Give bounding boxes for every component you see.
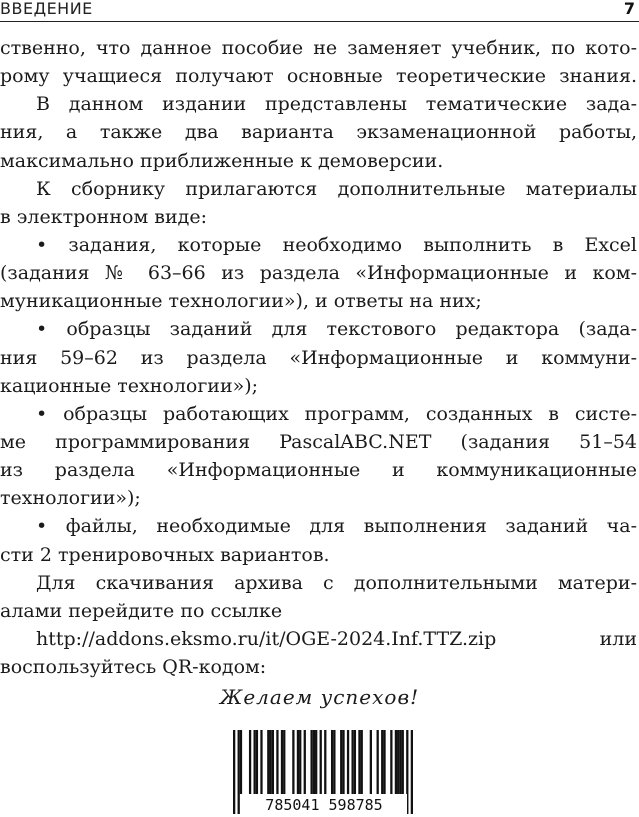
barcode-bar — [256, 730, 258, 794]
text-line: ния 59–62 из раздела «Информационные и коммуни- — [0, 346, 637, 369]
barcode-bar — [283, 730, 285, 794]
barcode-bar — [233, 730, 235, 814]
barcode-bar — [320, 730, 322, 794]
barcode-bar — [402, 730, 404, 794]
barcode-bar — [397, 730, 399, 794]
text-line: • образцы заданий для текстового редактора (зада- — [36, 318, 637, 341]
barcode-bar — [240, 730, 242, 794]
text-line: кационные технологии»); — [0, 374, 259, 397]
text-line: алами перейдите по ссылке — [0, 599, 283, 622]
barcode-bar — [315, 730, 317, 794]
closing-wish: Желаем успехов! — [219, 685, 420, 709]
barcode-bar — [383, 730, 385, 794]
section-title: ВВЕДЕНИЕ — [0, 0, 93, 18]
barcode-digits: 785041 598785 — [265, 796, 383, 814]
barcode-bar — [272, 730, 274, 794]
barcode-bar — [395, 730, 397, 794]
barcode-bar — [377, 730, 379, 794]
header-rule — [0, 21, 639, 22]
text-line: В данном издании представлены тематические зада- — [36, 93, 637, 116]
text-line: в электронном виде: — [0, 205, 207, 228]
barcode-bar — [249, 730, 251, 794]
barcode-bar — [399, 730, 401, 794]
barcode-bar — [361, 730, 363, 794]
barcode-bar — [310, 730, 312, 794]
text-line: технологии»); — [0, 487, 141, 510]
barcode-bar — [354, 730, 356, 794]
barcode-bar — [292, 730, 294, 794]
barcode-bar — [351, 730, 353, 794]
text-line: Для скачивания архива с дополнительными матери- — [36, 571, 637, 594]
barcode-bar — [269, 730, 271, 794]
text-line: • файлы, необходимые для выполнения заданий ча- — [36, 515, 637, 538]
barcode-bar — [324, 730, 326, 794]
text-line: К сборнику прилагаются дополнительные материалы — [36, 177, 637, 200]
text-line: сти 2 тренировочных вариантов. — [0, 543, 330, 566]
body-text — [0, 34, 637, 681]
text-line: ственно, что данное пособие не заменяет учебник, по кото- — [0, 37, 637, 59]
text-line: • образцы работающих программ, созданных в систе- — [36, 402, 637, 425]
text-line: муникационные технологии»), и ответы на них; — [0, 290, 482, 313]
barcode-bar — [254, 730, 256, 794]
barcode-bar — [347, 730, 349, 794]
barcode-bar — [304, 730, 306, 794]
barcode-bar — [299, 730, 301, 794]
text-line: максимально приближенные к демоверсии. — [0, 149, 444, 172]
barcode-bar — [238, 730, 240, 814]
barcode-bar — [276, 730, 278, 794]
barcode-bar — [313, 730, 315, 794]
text-line: из раздела «Информационные и коммуникационные — [0, 459, 637, 482]
text-line: ме программирования PascalABC.NET (задания 51–54 — [0, 430, 637, 453]
barcode-bar — [370, 730, 372, 794]
barcode-bar — [331, 730, 333, 794]
text-line: (задания № 63–66 из раздела «Информационные и ком- — [0, 262, 637, 285]
barcode-bar — [267, 730, 269, 794]
running-header — [0, 0, 639, 22]
barcode-bar — [381, 730, 383, 794]
text-line: • задания, которые необходимо выполнить в Excel — [36, 233, 637, 256]
barcode-image — [233, 730, 413, 814]
barcode-bar — [390, 730, 392, 794]
page-number: 7 — [623, 0, 635, 18]
text-line: http://addons.eksmo.ru/it/OGE-2024.Inf.TTZ.zip или — [36, 627, 637, 650]
barcode-bar — [411, 730, 413, 814]
barcode-bar — [358, 730, 360, 794]
text-line: рому учащиеся получают основные теоретические знания. — [0, 65, 637, 88]
barcode-bar — [260, 730, 262, 794]
barcode-bar — [297, 730, 299, 794]
barcode-bar — [281, 730, 283, 794]
text-line: ния, а также два варианта экзаменационной работы, — [0, 121, 637, 144]
text-line: воспользуйтесь QR-кодом: — [0, 656, 267, 679]
barcode-bar — [333, 730, 335, 794]
